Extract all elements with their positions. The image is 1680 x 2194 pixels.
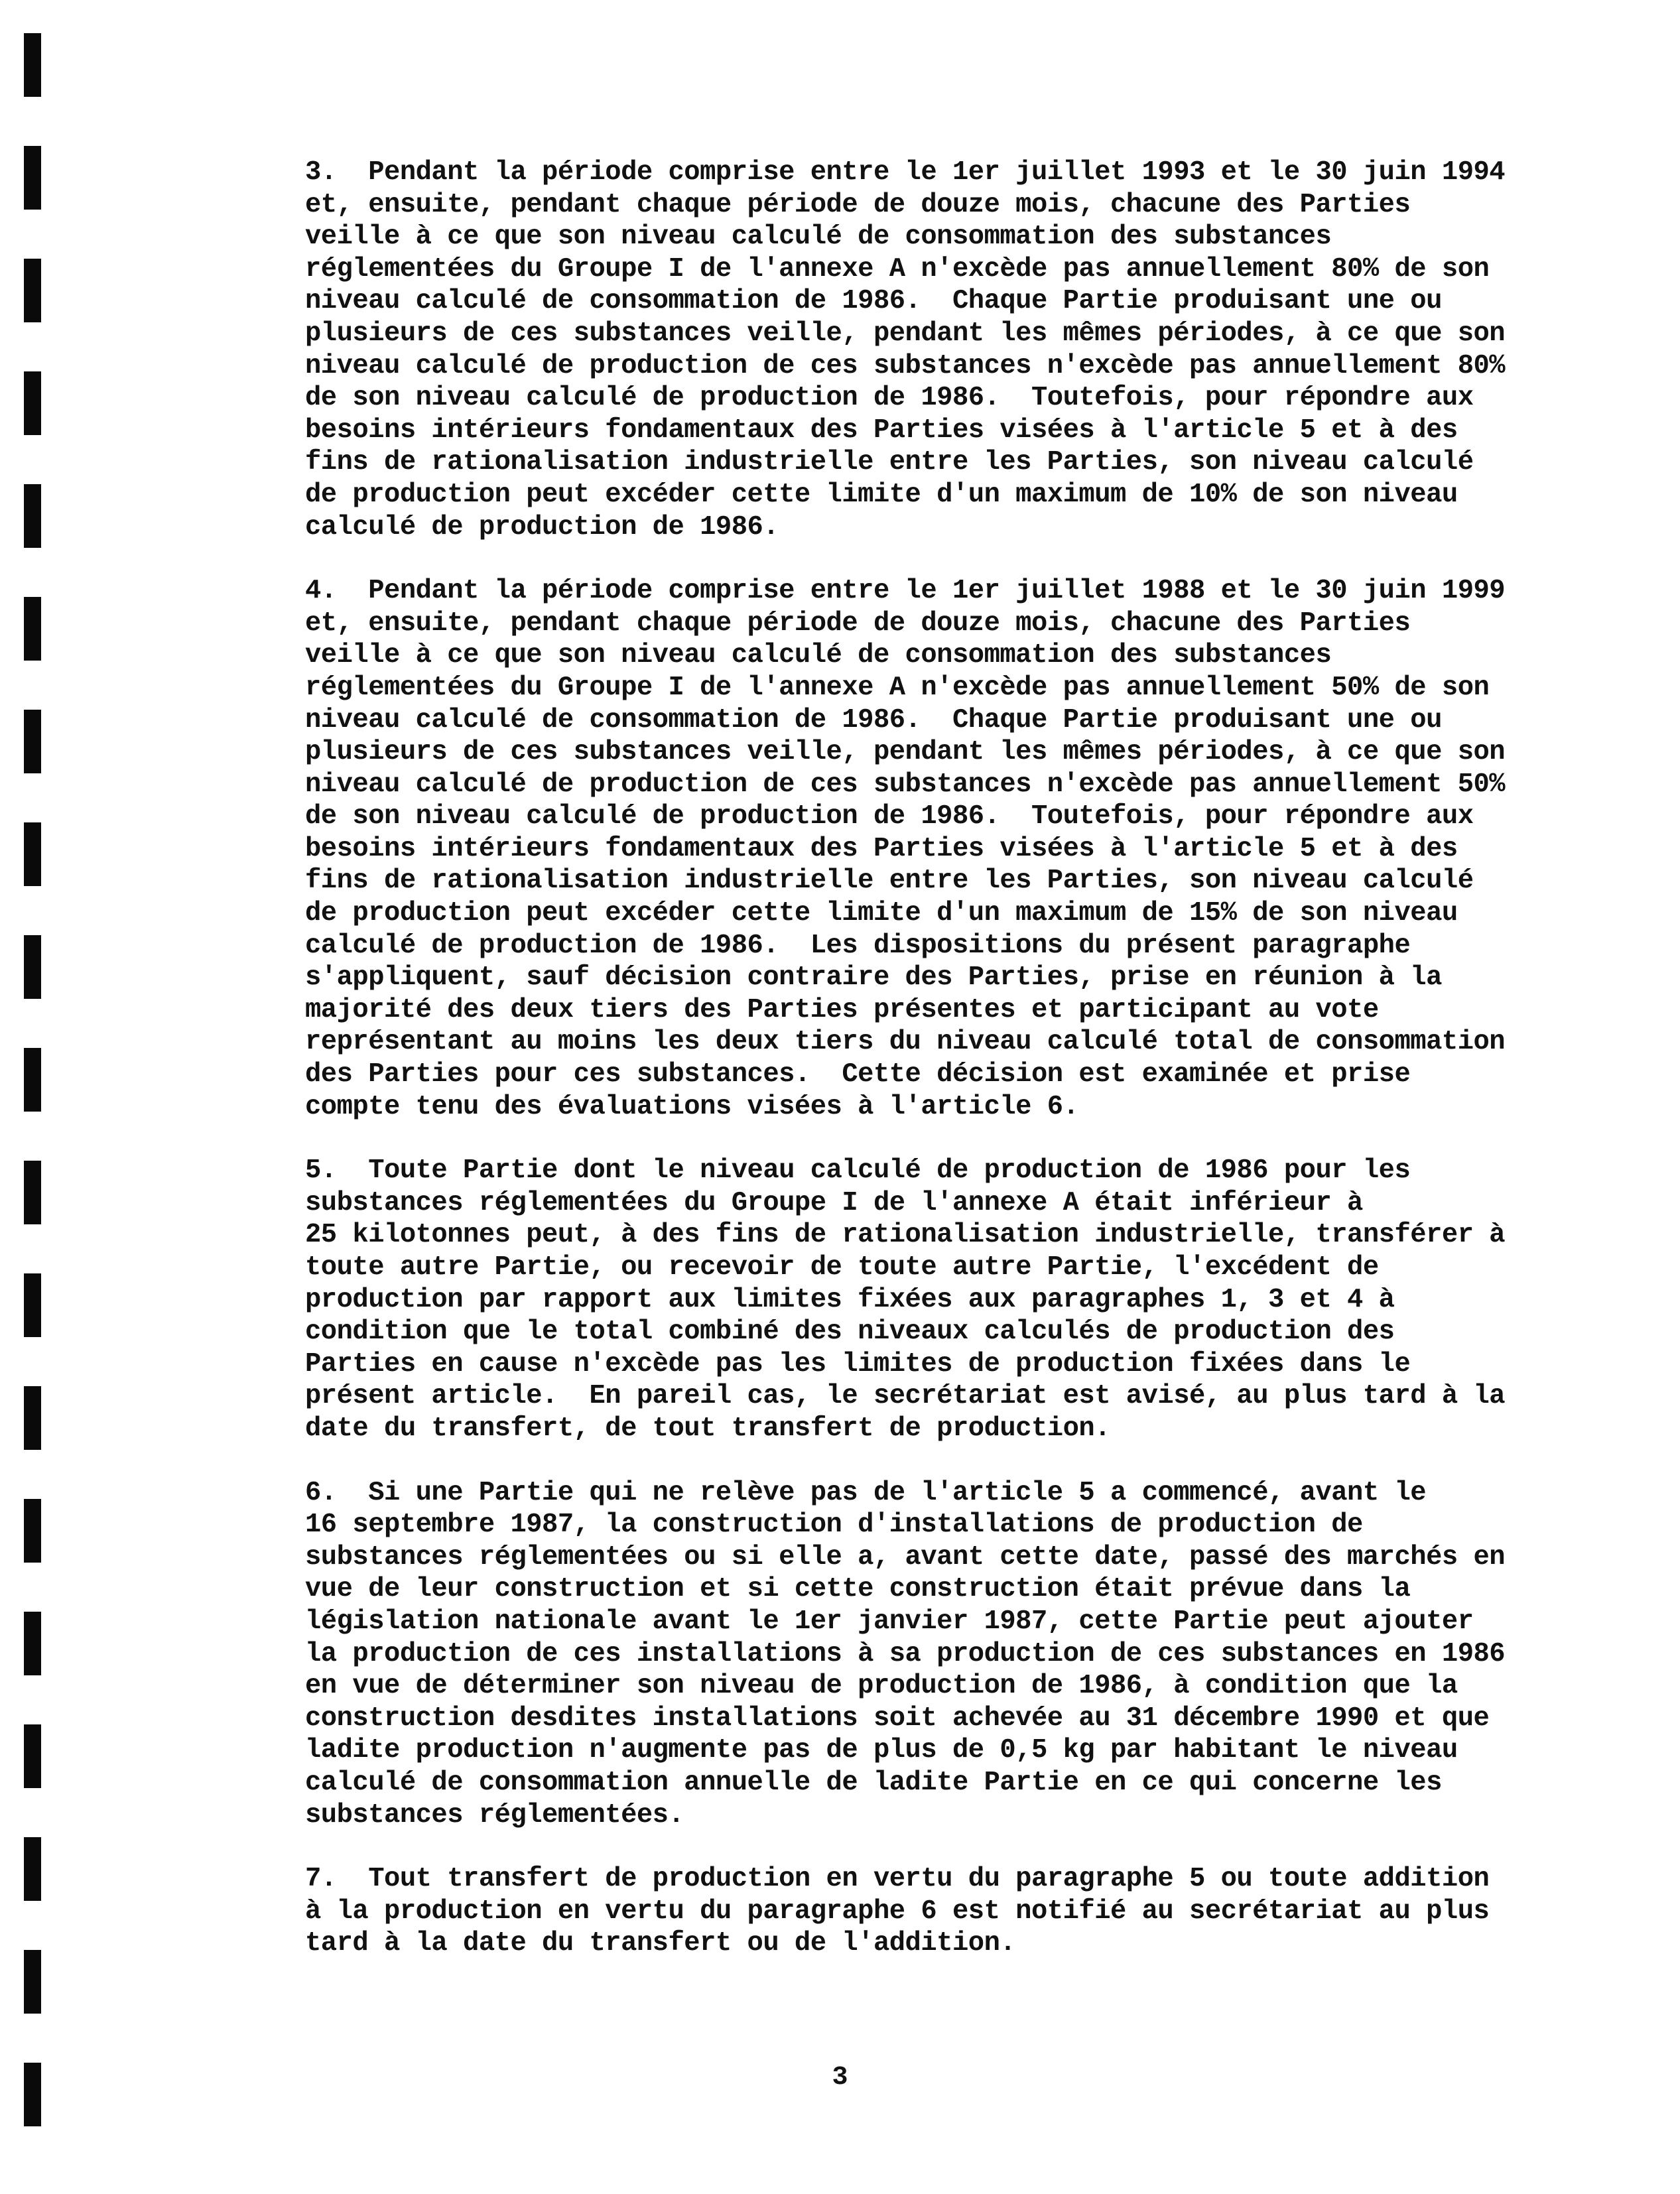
text-line: ladite production n'augmente pas de plus de 0,5 kg par habitant le niveau: [305, 1735, 1458, 1766]
binding-mark: [24, 1724, 41, 1788]
text-line: 6. Si une Partie qui ne relève pas de l'article 5 a commencé, avant le: [305, 1477, 1427, 1508]
text-line: substances réglementées ou si elle a, avant cette date, passé des marchés en: [305, 1541, 1506, 1573]
binding-mark: [24, 33, 41, 97]
text-line: des Parties pour ces substances. Cette décision est examinée et prise: [305, 1059, 1411, 1090]
binding-mark: [24, 1837, 41, 1901]
paragraph-5: [305, 1155, 1506, 1445]
paragraph-4: [305, 575, 1506, 1123]
text-line: construction desdites installations soit achevée au 31 décembre 1990 et que: [305, 1703, 1490, 1734]
text-line: de production peut excéder cette limite d'un maximum de 10% de son niveau: [305, 479, 1458, 510]
text-line: besoins intérieurs fondamentaux des Parties visées à l'article 5 et à des: [305, 833, 1458, 864]
text-line: toute autre Partie, ou recevoir de toute autre Partie, l'excédent de: [305, 1252, 1379, 1283]
text-line: calculé de production de 1986.: [305, 511, 779, 543]
binding-mark: [24, 1950, 41, 2014]
text-line: 4. Pendant la période comprise entre le 1er juillet 1988 et le 30 juin 1999: [305, 576, 1506, 607]
text-line: calculé de production de 1986. Les dispositions du présent paragraphe: [305, 930, 1411, 961]
binding-mark: [24, 259, 41, 322]
text-line: et, ensuite, pendant chaque période de douze mois, chacune des Parties: [305, 608, 1411, 639]
text-line: 16 septembre 1987, la construction d'installations de production de: [305, 1510, 1363, 1541]
text-line: réglementées du Groupe I de l'annexe A n'excède pas annuellement 50% de son: [305, 672, 1490, 703]
page-number: 3: [832, 2063, 848, 2093]
binding-mark: [24, 1499, 41, 1563]
text-line: niveau calculé de production de ces substances n'excède pas annuellement 80%: [305, 350, 1506, 381]
paragraph-6: [305, 1477, 1506, 1832]
text-line: et, ensuite, pendant chaque période de douze mois, chacune des Parties: [305, 189, 1411, 220]
text-line: législation nationale avant le 1er janvier 1987, cette Partie peut ajouter: [305, 1606, 1474, 1637]
binding-mark: [24, 1386, 41, 1450]
paragraph-3: [305, 157, 1506, 543]
text-line: substances réglementées.: [305, 1799, 684, 1831]
binding-mark: [24, 1273, 41, 1337]
text-line: de production peut excéder cette limite d'un maximum de 15% de son niveau: [305, 898, 1458, 929]
binding-mark: [24, 146, 41, 210]
text-line: niveau calculé de consommation de 1986. Chaque Partie produisant une ou: [305, 704, 1442, 736]
text-line: niveau calculé de production de ces substances n'excède pas annuellement 50%: [305, 769, 1506, 800]
text-line: en vue de déterminer son niveau de production de 1986, à condition que la: [305, 1671, 1458, 1702]
text-line: 5. Toute Partie dont le niveau calculé de production de 1986 pour les: [305, 1155, 1411, 1187]
text-line: niveau calculé de consommation de 1986. Chaque Partie produisant une ou: [305, 286, 1442, 317]
text-line: réglementées du Groupe I de l'annexe A n'excède pas annuellement 80% de son: [305, 253, 1490, 285]
text-line: veille à ce que son niveau calculé de consommation des substances: [305, 640, 1332, 671]
text-line: plusieurs de ces substances veille, pendant les mêmes périodes, à ce que son: [305, 737, 1506, 768]
text-line: production par rapport aux limites fixées aux paragraphes 1, 3 et 4 à: [305, 1284, 1395, 1315]
binding-mark: [24, 484, 41, 548]
text-line: compte tenu des évaluations visées à l'article 6.: [305, 1091, 1079, 1122]
text-line: la production de ces installations à sa production de ces substances en 1986: [305, 1638, 1506, 1669]
binding-mark: [24, 710, 41, 773]
text-line: substances réglementées du Groupe I de l'annexe A était inférieur à: [305, 1187, 1363, 1218]
binding-mark: [24, 1048, 41, 1112]
text-line: calculé de consommation annuelle de ladite Partie en ce qui concerne les: [305, 1767, 1442, 1798]
text-line: veille à ce que son niveau calculé de consommation des substances: [305, 222, 1332, 253]
text-line: 7. Tout transfert de production en vertu du paragraphe 5 ou toute addition: [305, 1864, 1490, 1895]
text-line: de son niveau calculé de production de 1986. Toutefois, pour répondre aux: [305, 801, 1474, 832]
text-line: majorité des deux tiers des Parties présentes et participant au vote: [305, 994, 1379, 1025]
text-line: vue de leur construction et si cette construction était prévue dans la: [305, 1574, 1411, 1605]
text-line: s'appliquent, sauf décision contraire des Parties, prise en réunion à la: [305, 962, 1442, 994]
text-line: 3. Pendant la période comprise entre le 1er juillet 1993 et le 30 juin 1994: [305, 157, 1506, 188]
text-line: date du transfert, de tout transfert de production.: [305, 1413, 1111, 1444]
text-line: à la production en vertu du paragraphe 6 est notifié au secrétariat au plus: [305, 1896, 1490, 1927]
document-body: [305, 157, 1506, 1992]
text-line: fins de rationalisation industrielle entre les Parties, son niveau calculé: [305, 447, 1474, 478]
binding-mark: [24, 597, 41, 661]
binding-mark: [24, 822, 41, 886]
binding-mark: [24, 1161, 41, 1224]
text-line: fins de rationalisation industrielle entre les Parties, son niveau calculé: [305, 866, 1474, 897]
text-line: présent article. En pareil cas, le secrétariat est avisé, au plus tard à la: [305, 1381, 1506, 1412]
binding-mark: [24, 371, 41, 435]
text-line: de son niveau calculé de production de 1986. Toutefois, pour répondre aux: [305, 383, 1474, 414]
binding-marks: [24, 0, 50, 2194]
text-line: tard à la date du transfert ou de l'addition.: [305, 1928, 1016, 1959]
text-line: besoins intérieurs fondamentaux des Parties visées à l'article 5 et à des: [305, 415, 1458, 446]
text-line: condition que le total combiné des niveaux calculés de production des: [305, 1317, 1395, 1348]
text-line: représentant au moins les deux tiers du niveau calculé total de consommation: [305, 1027, 1506, 1058]
paragraph-7: [305, 1863, 1490, 1960]
binding-mark: [24, 1612, 41, 1675]
text-line: Parties en cause n'excède pas les limites de production fixées dans le: [305, 1348, 1411, 1380]
text-line: 25 kilotonnes peut, à des fins de rationalisation industrielle, transférer à: [305, 1220, 1506, 1251]
text-line: plusieurs de ces substances veille, pendant les mêmes périodes, à ce que son: [305, 318, 1506, 349]
binding-mark: [24, 935, 41, 999]
